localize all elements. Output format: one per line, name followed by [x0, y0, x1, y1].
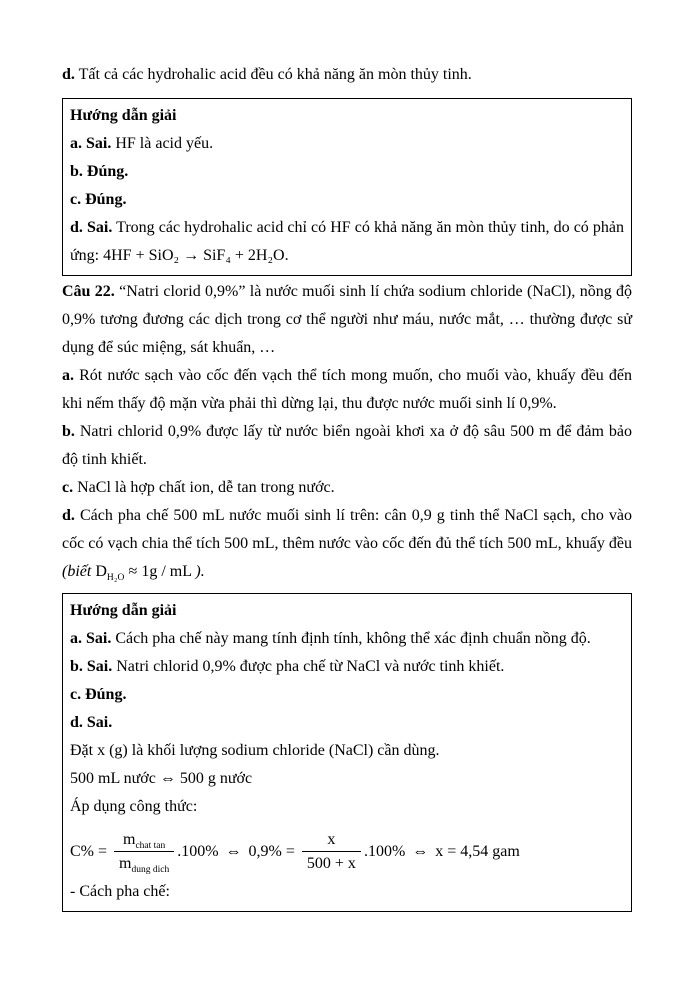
solution-box-1 [62, 98, 632, 276]
density-note-close: ). [195, 563, 205, 580]
mass-solution: $m_{dung dich}$ [114, 851, 174, 875]
mass-solute: $m_{chat tan}$ [122, 831, 166, 852]
iff-arrow-1: ⇔ [225, 842, 242, 860]
formula-times-100-2: .100% [363, 842, 406, 860]
formula-mid: 0,9% = [248, 842, 299, 860]
solution-2-item-d: d. Sai. [70, 714, 113, 731]
solution-1-item-b: b. Đúng. [70, 163, 129, 180]
statement-d-label: d. [62, 66, 75, 83]
solution-2-apply-formula: Áp dụng công thức: [70, 798, 198, 815]
x-numerator: x [327, 831, 336, 848]
solution-1-item-c: c. Đúng. [70, 191, 127, 208]
mass-fraction [114, 828, 174, 875]
formula-result: x = 4,54 gam [435, 842, 520, 860]
solution-2-item-a: a. Sai. Cách pha chế này mang tính định tính, không thể xác định chuẩn nồng độ. [70, 630, 591, 647]
x-denominator: 500 + x [302, 851, 361, 875]
density-note-open: (biết [62, 563, 96, 580]
statement-d [62, 61, 632, 89]
question-22-number: Câu 22. [62, 283, 115, 300]
percent-concentration-formula [70, 828, 624, 875]
question-22-option-a: a. Rót nước sạch vào cốc đến vạch thể tích mong muốn, cho muối vào, khuấy đều đến khi nếm thấy độ mặn vừa phải thì dừng lại, thu được nước muối sinh lí 0,9%. [62, 367, 632, 412]
statement-d-text: Tất cả các hydrohalic acid đều có khả năng ăn mòn thủy tinh. [74, 66, 472, 83]
question-22-option-b: b. Natri chlorid 0,9% được lấy từ nước biển ngoài khơi xa ở độ sâu 500 m để đảm bảo độ tinh khiết. [62, 423, 632, 468]
question-22-option-c: c. NaCl là hợp chất ion, dễ tan trong nước. [62, 479, 335, 496]
x-fraction [302, 828, 361, 875]
question-22-intro: Câu 22. “Natri clorid 0,9%” là nước muối sinh lí chứa sodium chloride (NaCl), nồng độ 0,9% tương đương các dịch trong cơ thể người như máu, nước mắt, … thường được sử dụng để súc miệng, sát khuẩn, … [62, 283, 633, 356]
density-value: ≈ 1g / mL [124, 563, 196, 580]
solution-1-item-d: d. Sai. Trong các hydrohalic acid chỉ có HF có khả năng ăn mòn thủy tinh, do có phản ứng: 4HF + SiO₂ → SiF₄ + 2H₂O. [70, 219, 624, 264]
density-symbol: D [95, 563, 107, 580]
solution-2-title: Hướng dẫn giải [70, 602, 177, 619]
mass-solution-subscript: dung dich [131, 865, 170, 876]
formula-times-100-1: .100% [177, 842, 219, 860]
question-22-option-d: d. Cách pha chế 500 mL nước muối sinh lí trên: cân 0,9 g tinh thể NaCl sạch, cho vào cốc có vạch chia thể tích 500 mL, thêm nước vào cốc đến đủ thể tích 500 mL, khuấy đều (biết $D_{H_2O} \approx 1g$ / mL ). [62, 507, 632, 584]
solution-2-define-x: Đặt x (g) là khối lượng sodium chloride (NaCl) cần dùng. [70, 742, 440, 759]
solution-2-water-equivalence: 500 mL nước ⇔ 500 g nước [70, 770, 253, 787]
solution-box-2 [62, 593, 632, 912]
solution-2-method-line: - Cách pha chế: [70, 883, 170, 900]
question-22-section [62, 278, 632, 586]
solution-1-item-a: a. Sai. HF là acid yếu. [70, 135, 214, 152]
mass-solute-subscript: chat tan [135, 841, 166, 852]
solution-2-item-b: b. Sai. Natri chlorid 0,9% được pha chế từ NaCl và nước tinh khiết. [70, 658, 505, 675]
solution-2-item-c: c. Đúng. [70, 686, 127, 703]
density-subscript: H₂O [106, 573, 125, 584]
iff-arrow-2: ⇔ [412, 842, 429, 860]
solution-1-title: Hướng dẫn giải [70, 107, 177, 124]
formula-lhs: C% = [70, 842, 112, 860]
